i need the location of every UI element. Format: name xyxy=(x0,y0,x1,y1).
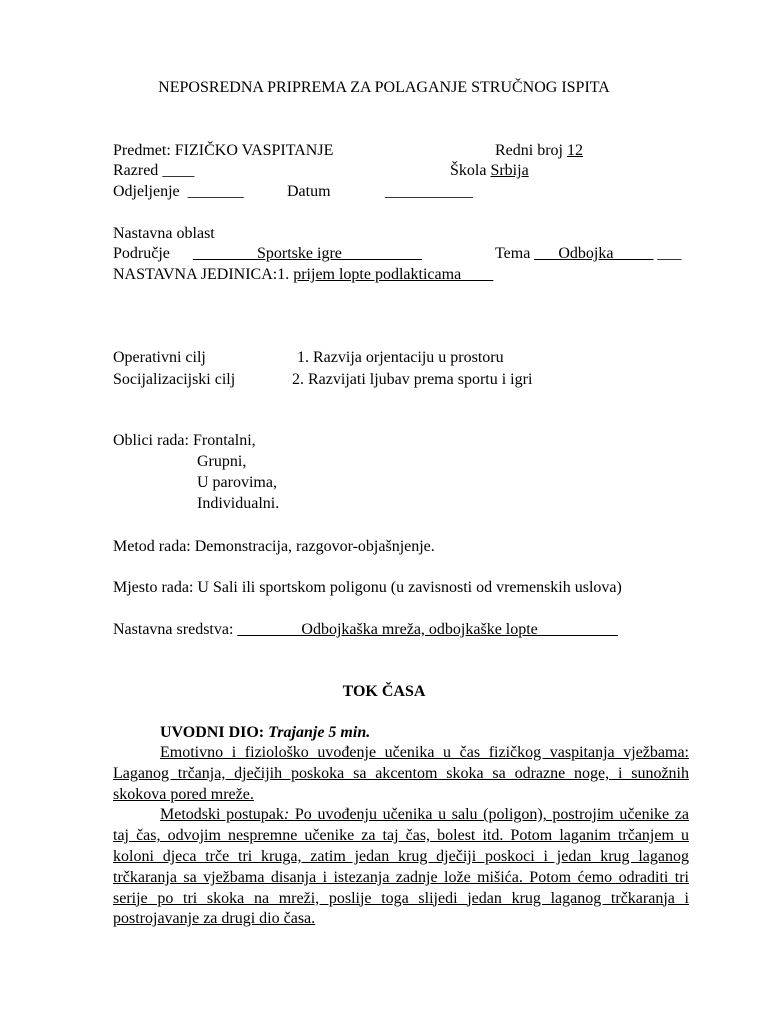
document-title: NEPOSREDNA PRIPREMA ZA POLAGANJE STRUČNOG ISPITA xyxy=(158,79,610,96)
nastavna-sredstva-line xyxy=(113,620,618,640)
oblici-rada-label: Oblici rada: Frontalni, xyxy=(113,432,256,449)
operativni-cilj-label: Operativni cilj xyxy=(113,349,206,366)
razred-value: ____ xyxy=(162,162,195,179)
skola-label: Škola xyxy=(450,162,487,179)
uvodni-dio-duration: Trajanje 5 min. xyxy=(268,724,371,741)
mjesto-rada-line: Mjesto rada: U Sali ili sportskom poligonu (u zavisnosti od vremenskih uslova) xyxy=(113,579,622,596)
metodski-postupak-text: Po uvođenju učenika u salu (poligon), postrojim učenike za taj čas, odvojim nespremne učenike za taj čas, bolest itd. Potom laganim trčanjem u koloni djeca trče tri kruga, zatim jedan krug dječiji poskoci i jedan krug laganog trčkaranja sa vježbama disanja i istezanja zadnje lože mišića. Potom ćemo odraditi tri serije po tri skoka na mreži, poslije toga slijedi jedan krug laganog trčkaranja i postrojavanje za drugi dio časa. xyxy=(113,806,690,928)
metodski-postupak-label: Metodski postupak xyxy=(160,806,284,824)
tema-field xyxy=(495,244,681,264)
razred-label: Razred xyxy=(113,162,159,179)
skola-value: Srbija xyxy=(490,162,529,179)
uvodni-dio-body xyxy=(113,743,689,930)
metodski-postupak-paragraph xyxy=(113,805,689,930)
nastavna-jedinica-value: prijem lopte podlakticama____ xyxy=(293,266,494,283)
nastavna-jedinica-line xyxy=(113,265,493,285)
redni-broj-label: Redni broj xyxy=(495,142,563,159)
datum-label: Datum xyxy=(287,183,331,200)
datum-value: ___________ xyxy=(385,183,473,200)
socijalizacijski-cilj-label: Socijalizacijski cilj xyxy=(113,371,236,388)
nastavna-oblast-label: Nastavna oblast xyxy=(113,225,215,242)
oblici-rada-item: Individualni. xyxy=(197,495,280,512)
uvodni-paragraph: Emotivno i fiziološko uvođenje učenika u čas fizičkog vaspitanja vježbama: Laganog trčanja, dječijih poskoka sa akcentom skoka sa odrazne noge, i sunožnih skokova pored mreže. xyxy=(113,744,689,803)
tema-value: ___Odbojka_____ xyxy=(534,245,654,262)
predmet-line: Predmet: FIZIČKO VASPITANJE xyxy=(113,142,334,159)
skola-field xyxy=(450,161,529,181)
metodski-postupak-colon: : xyxy=(283,806,295,824)
uvodni-dio-heading xyxy=(160,723,370,743)
oblici-rada-item: U parovima, xyxy=(197,474,277,491)
podrucje-label: Područje xyxy=(113,245,170,262)
nastavna-jedinica-label: NASTAVNA JEDINICA:1. xyxy=(113,266,294,283)
tok-casa-heading: TOK ČASA xyxy=(342,683,426,700)
podrucje-value: ________Sportske igre__________ xyxy=(193,245,422,262)
redni-broj-field xyxy=(495,141,583,161)
socijalizacijski-cilj-value: 2. Razvijati ljubav prema sportu i igri xyxy=(292,371,533,388)
metod-rada-line: Metod rada: Demonstracija, razgovor-objašnjenje. xyxy=(113,538,435,555)
nastavna-sredstva-value: ________Odbojkaška mreža, odbojkaške lopte__________ xyxy=(237,621,618,638)
operativni-cilj-value: 1. Razvija orjentaciju u prostoru xyxy=(297,349,504,366)
uvodni-dio-label: UVODNI DIO: xyxy=(160,724,269,741)
odjeljenje-field xyxy=(113,182,244,202)
nastavna-sredstva-label: Nastavna sredstva: xyxy=(113,621,238,638)
razred-field xyxy=(113,161,194,181)
tema-tail: ___ xyxy=(657,245,682,262)
odjeljenje-label: Odjeljenje xyxy=(113,183,180,200)
odjeljenje-value: _______ xyxy=(187,183,244,200)
oblici-rada-item: Grupni, xyxy=(197,453,247,470)
redni-broj-value: 12 xyxy=(567,142,583,159)
tema-label: Tema xyxy=(495,245,531,262)
